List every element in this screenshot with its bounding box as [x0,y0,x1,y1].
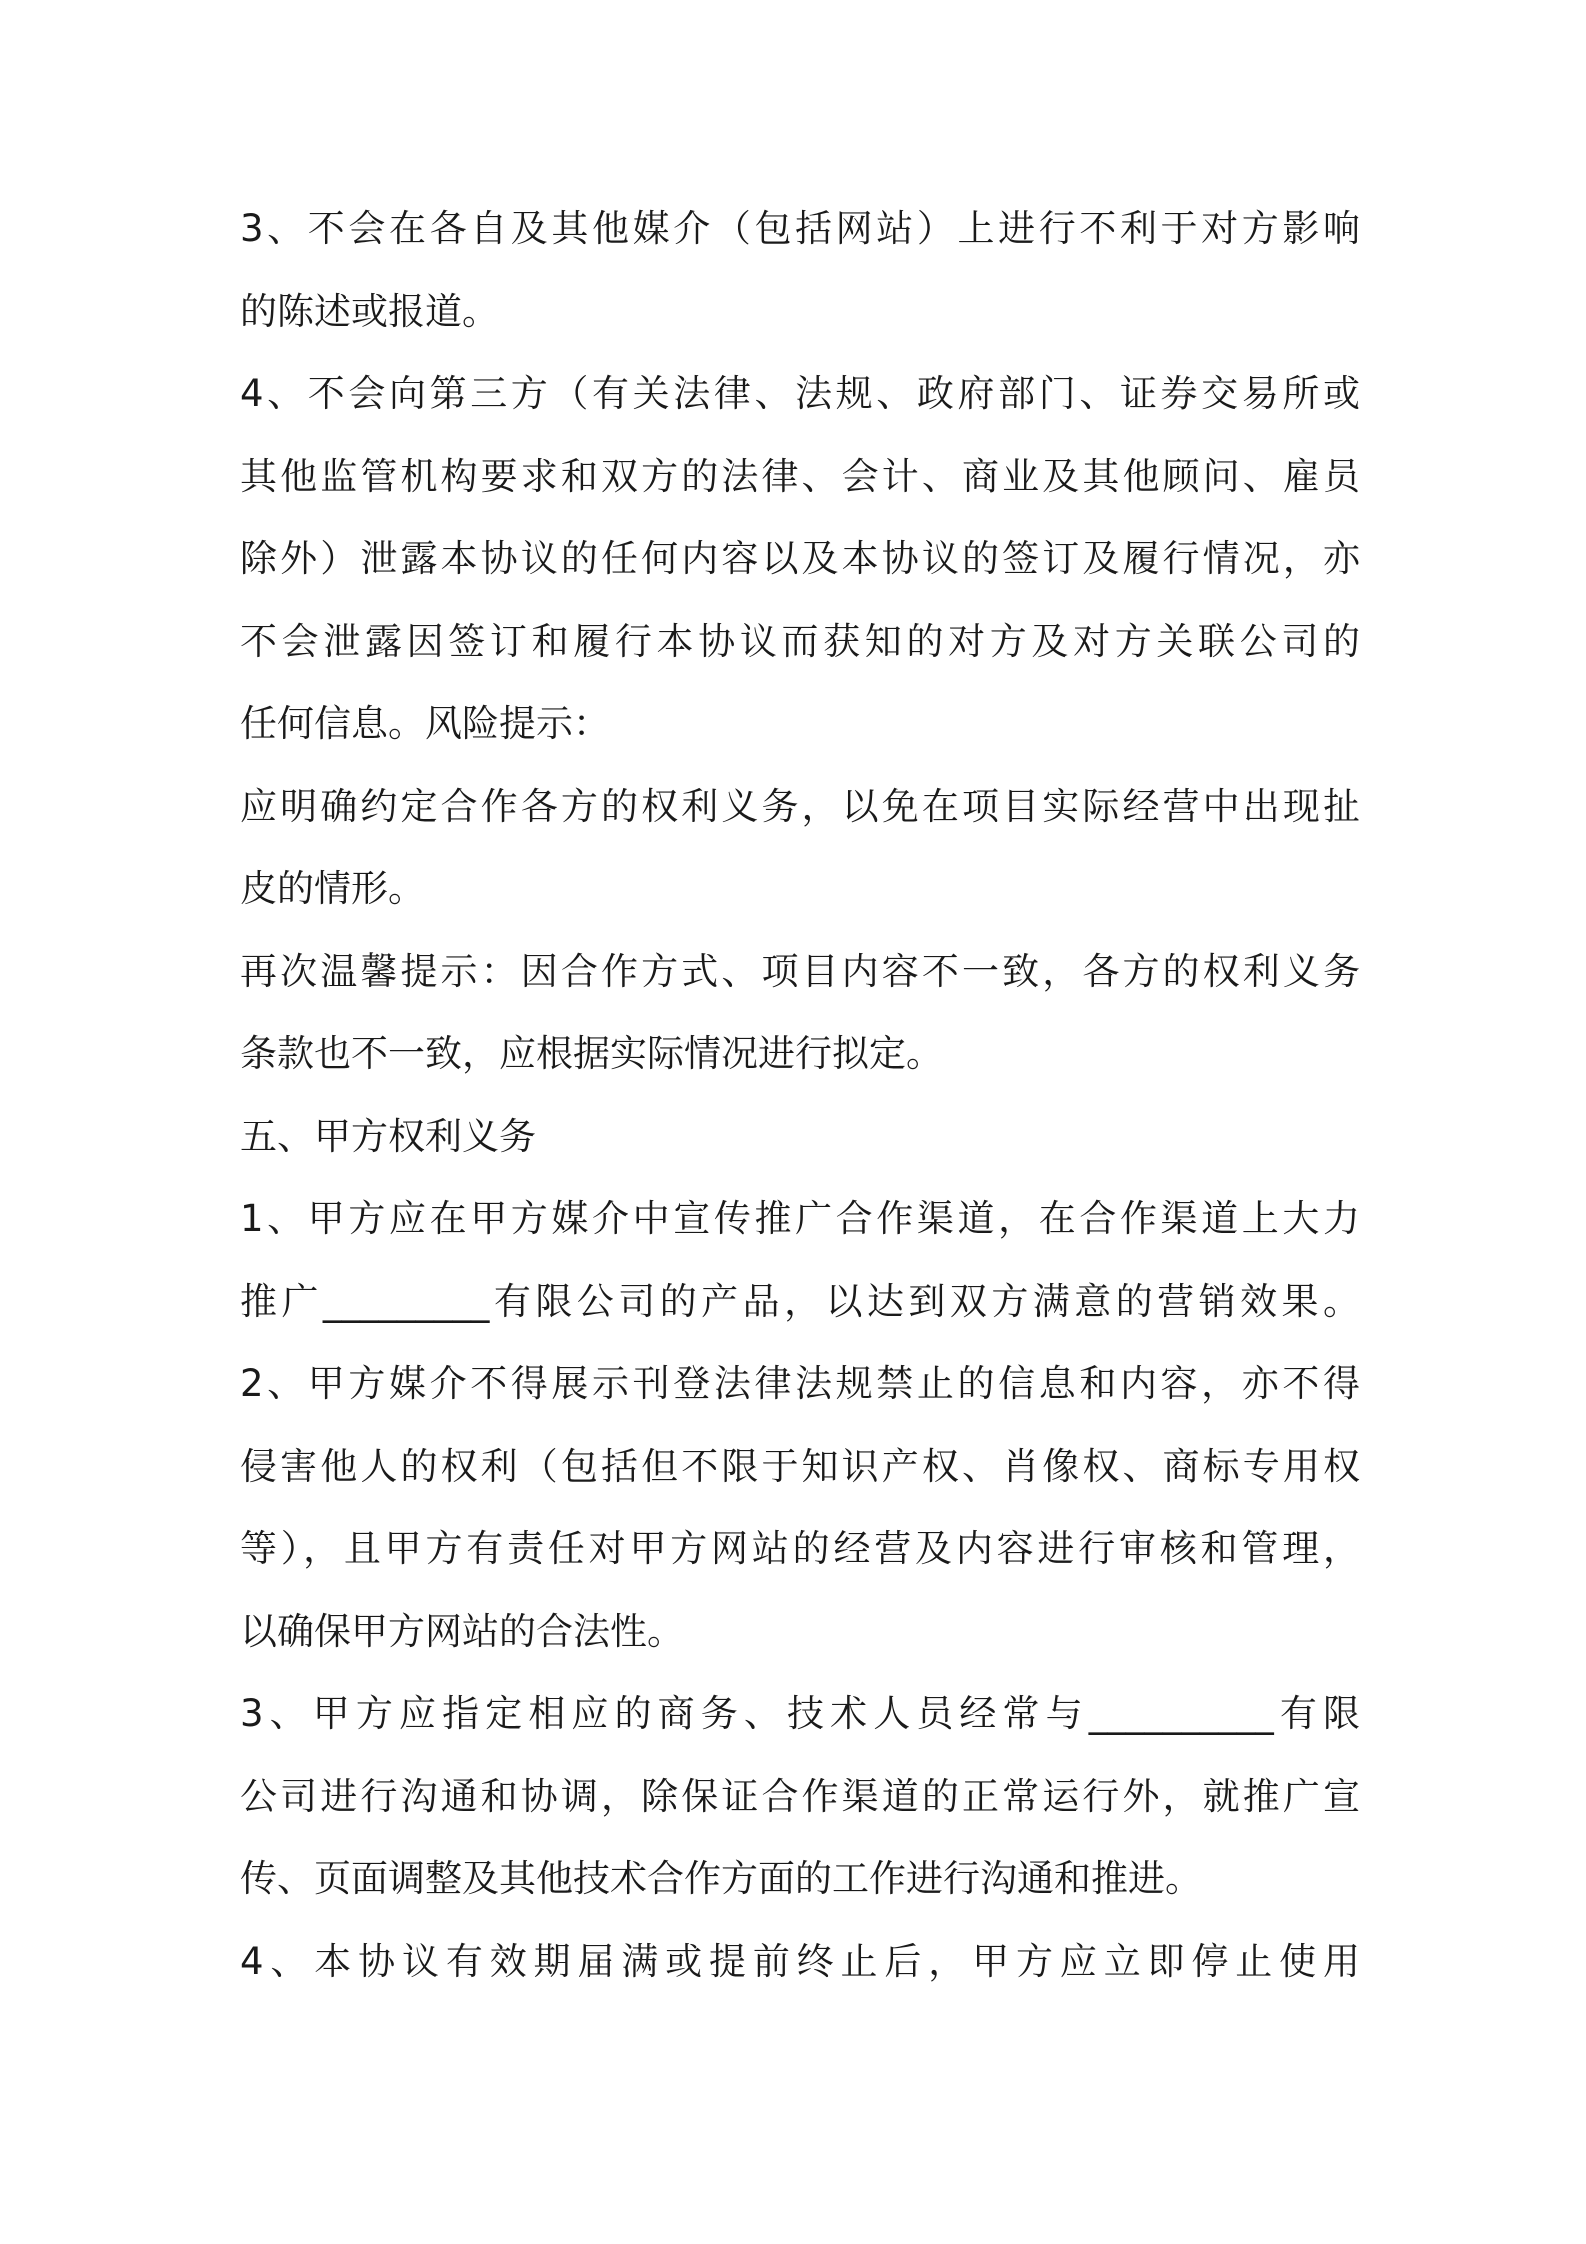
text-line: 条款也不一致，应根据实际情况进行拟定。 [240,1032,943,1075]
document-body [240,188,1360,2003]
text-line: 的陈述或报道。 [240,289,499,333]
text-line: 传、页面调整及其他技术合作方面的工作进行沟通和推进。 [240,1857,1202,1900]
text-line: 公司进行沟通和协调，除保证合作渠道的正常运行外，就推广宣 [240,1774,1360,1818]
section-heading: 五、甲方权利义务 [240,1114,536,1158]
text-line: 其他监管机构要求和双方的法律、会计、商业及其他顾问、雇员 [240,454,1360,498]
text-line: 除外）泄露本协议的任何内容以及本协议的签订及履行情况，亦 [240,537,1360,580]
text-line: 2、甲方媒介不得展示刊登法律法规禁止的信息和内容，亦不得 [240,1362,1360,1405]
text-line: 再次温馨提示：因合作方式、项目内容不一致，各方的权利义务 [240,949,1360,993]
text-line: 4、本协议有效期届满或提前终止后，甲方应立即停止使用 [240,1939,1360,1983]
text-line: 不会泄露因签订和履行本协议而获知的对方及对方关联公司的 [240,619,1360,663]
text-line: 4、不会向第三方（有关法律、法规、政府部门、证券交易所或 [240,372,1360,415]
text-line: 应明确约定合作各方的权利义务，以免在项目实际经营中出现扯 [240,784,1360,828]
text-line: 3、甲方应指定相应的商务、技术人员经常与__________有限 [240,1692,1360,1735]
text-line: 1、甲方应在甲方媒介中宣传推广合作渠道，在合作渠道上大力 [240,1197,1360,1240]
text-line: 皮的情形。 [240,867,425,910]
text-line: 3、不会在各自及其他媒介（包括网站）上进行不利于对方影响 [240,207,1360,250]
text-line: 侵害他人的权利（包括但不限于知识产权、肖像权、商标专用权 [240,1444,1360,1488]
text-line: 等），且甲方有责任对甲方网站的经营及内容进行审核和管理， [240,1527,1360,1570]
text-line: 推广_________有限公司的产品，以达到双方满意的营销效果。 [240,1279,1360,1323]
text-line: 以确保甲方网站的合法性。 [240,1609,684,1653]
text-line: 任何信息。风险提示： [240,702,610,745]
